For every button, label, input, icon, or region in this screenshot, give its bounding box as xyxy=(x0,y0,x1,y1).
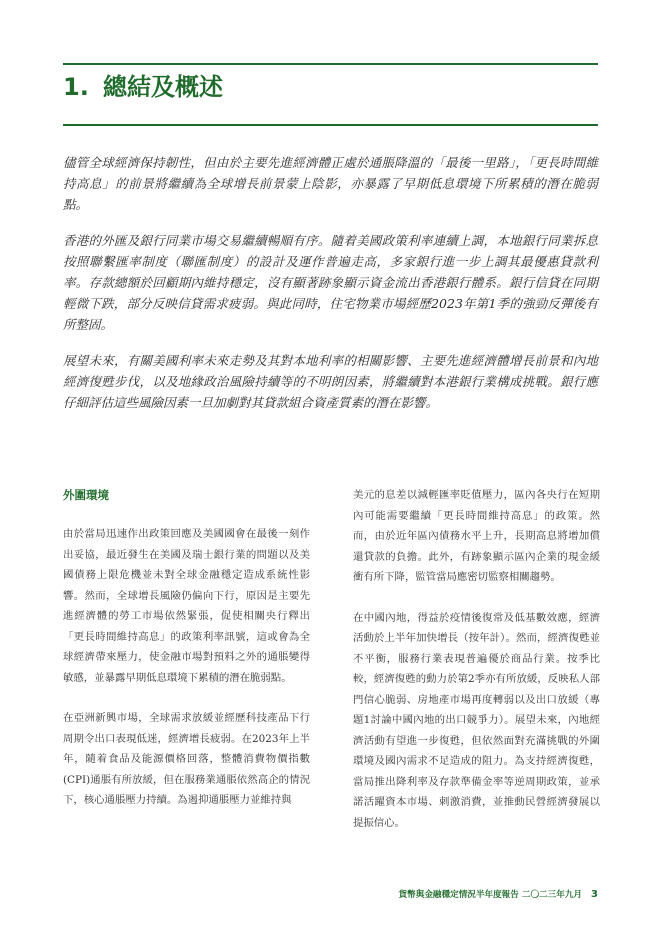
section-number: 1. xyxy=(63,73,89,101)
page-title xyxy=(63,70,598,104)
summary-paragraph: 儘管全球經濟保持韌性，但由於主要先進經濟體正處於通脹降溫的「最後一里路」，「更長時間維持高息」的前景將繼續為全球增長前景蒙上陰影，亦暴露了早期低息環境下所累積的潛在脆弱點。 xyxy=(63,155,598,212)
summary-paragraph: 展望未來，有關美國利率未來走勢及其對本地利率的相關影響、主要先進經濟體增長前景和內地經濟復甦步伐，以及地緣政治風險持續等的不明朗因素，將繼續對本港銀行業構成挑戰。銀行應仔細評估這些風險因素一旦加劇對其貸款組合資產質素的潛在影響。 xyxy=(63,353,598,410)
left-column xyxy=(63,485,310,831)
body-paragraph: 在亞洲新興市場，全球需求放緩並經歷科技產品下行周期令出口表現低迷，經濟增長疲弱。在2023年上半年，隨着食品及能源價格回落，整體消費物價指數(CPI)通脹有所放緩，但在服務業通脹依然高企的情況下，核心通脹壓力持續。為遏抑通脹壓力並維持與 xyxy=(63,712,310,806)
summary-paragraph: 香港的外匯及銀行同業市場交易繼續暢順有序。隨着美國政策利率連續上調，本地銀行同業拆息按照聯繫匯率制度（聯匯制度）的設計及運作普遍走高，多家銀行進一步上調其最優惠貸款利率。存款總額於回顧期內維持穩定，沒有顯著跡象顯示資金流出香港銀行體系。銀行信貸在同期輕微下跌，部分反映信貸需求疲弱。與此同時，住宅物業市場經歷2023年第1季的強勁反彈後有所整固。 xyxy=(63,233,598,332)
publication-title: 貨幣與金融穩定情況半年度報告 xyxy=(398,890,519,900)
page-number: 3 xyxy=(591,889,598,900)
section-title: 總結及概述 xyxy=(103,73,223,101)
body-paragraph: 美元的息差以減輕匯率貶值壓力，區內各央行在短期內可能需要繼續「更長時間維持高息」的政策。然而，由於近年區內債務水平上升，長期高息將增加償還貸款的負擔。此外，有跡象顯示區內企業的現金緩衝有所下降，監管當局應密切監察相關趨勢。 xyxy=(353,489,600,583)
publication-date: 二〇二三年九月 xyxy=(521,890,583,900)
right-column xyxy=(353,485,600,853)
body-paragraph: 由於當局迅速作出政策回應及美國國會在最後一刻作出妥協，最近發生在美國及瑞士銀行業的問題以及美國債務上限危機並未對全球金融穩定造成系統性影響。然而，全球增長風險仍偏向下行，原因是主要先進經濟體的勞工市場依然緊張，促使相關央行釋出「更長時間維持高息」的政策利率訊號，這或會為全球經濟帶來壓力，使金融市場對預料之外的通脹變得敏感，並暴露早期低息環境下累積的潛在脆弱點。 xyxy=(63,528,310,684)
body-paragraph: 在中國內地，得益於疫情後復常及低基數效應，經濟活動於上半年加快增長（按年計）。然而，經濟復甦並不平衡，服務行業表現普遍優於商品行業。按季比較，經濟復甦的動力於第2季亦有所放緩，反映私人部門信心脆弱、房地產市場再度轉弱以及出口放緩（專題1討論中國內地的出口競爭力）。展望未來，內地經濟活動有望進一步復甦，但依然面對充滿挑戰的外圍環境及國內需求不足造成的阻力。為支持經濟復甦，當局推出降利率及存款準備金率等逆周期政策，並承諾活躍資本市場、刺激消費，並推動民營經濟發展以提振信心。 xyxy=(353,611,600,829)
page-footer xyxy=(300,888,598,900)
top-rule xyxy=(63,63,598,65)
title-bottom-rule xyxy=(63,124,598,126)
section-subheading: 外圍環境 xyxy=(63,488,109,502)
